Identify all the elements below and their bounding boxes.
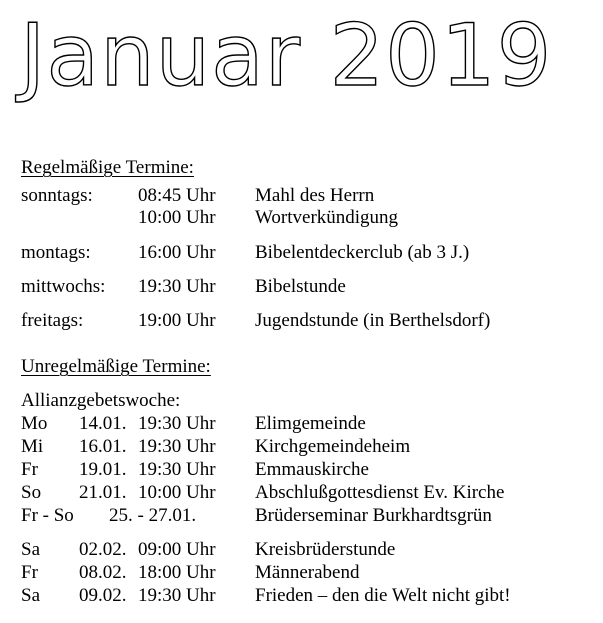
irregular-event: Brüderseminar Burkhardtsgrün [255, 505, 492, 526]
irregular-time: 19:30 Uhr [138, 459, 216, 480]
irregular-time: 19:30 Uhr [138, 436, 216, 457]
page-title: Januar 2019 [20, 6, 553, 106]
irregular-event: Männerabend [255, 562, 360, 583]
regular-event: Mahl des Herrn [255, 185, 375, 206]
regular-day: montags: [21, 242, 91, 263]
irregular-heading: Unregelmäßige Termine: [21, 356, 211, 377]
regular-day: mittwochs: [21, 276, 106, 297]
regular-event: Bibelentdeckerclub (ab 3 J.) [255, 242, 470, 263]
irregular-event: Elimgemeinde [255, 413, 366, 434]
regular-time: 16:00 Uhr [138, 242, 216, 263]
irregular-day: Mi [21, 436, 44, 457]
irregular-day: Mo [21, 413, 48, 434]
regular-time: 19:30 Uhr [138, 276, 216, 297]
regular-time: 08:45 Uhr [138, 185, 216, 206]
irregular-day: Fr - So [21, 505, 74, 526]
irregular-date: 21.01. [79, 482, 127, 503]
irregular-event: Abschlußgottesdienst Ev. Kirche [255, 482, 505, 503]
irregular-date: 02.02. [79, 539, 127, 560]
irregular-time: 18:00 Uhr [138, 562, 216, 583]
irregular-date: 25. - 27.01. [109, 505, 197, 526]
irregular-date: 14.01. [79, 413, 127, 434]
regular-event: Wortverkündigung [255, 207, 399, 228]
irregular-day: Sa [21, 585, 40, 606]
irregular-event: Frieden – den die Welt nicht gibt! [255, 585, 511, 606]
irregular-date: 16.01. [79, 436, 127, 457]
irregular-event: Emmauskirche [255, 459, 369, 480]
regular-event: Jugendstunde (in Berthelsdorf) [255, 310, 491, 331]
regular-time: 10:00 Uhr [138, 207, 216, 228]
irregular-subheading: Allianzgebetswoche: [21, 390, 181, 411]
regular-day: freitags: [21, 310, 84, 331]
irregular-time: 09:00 Uhr [138, 539, 216, 560]
irregular-day: Fr [21, 459, 38, 480]
irregular-time: 19:30 Uhr [138, 413, 216, 434]
irregular-time: 10:00 Uhr [138, 482, 216, 503]
irregular-event: Kreisbrüderstunde [255, 539, 396, 560]
irregular-date: 09.02. [79, 585, 127, 606]
irregular-event: Kirchgemeindeheim [255, 436, 411, 457]
irregular-day: Sa [21, 539, 40, 560]
regular-heading: Regelmäßige Termine: [21, 157, 194, 178]
irregular-date: 19.01. [79, 459, 127, 480]
irregular-date: 08.02. [79, 562, 127, 583]
irregular-day: So [21, 482, 42, 503]
regular-day: sonntags: [21, 185, 93, 206]
irregular-time: 19:30 Uhr [138, 585, 216, 606]
irregular-day: Fr [21, 562, 38, 583]
regular-event: Bibelstunde [255, 276, 346, 297]
regular-time: 19:00 Uhr [138, 310, 216, 331]
